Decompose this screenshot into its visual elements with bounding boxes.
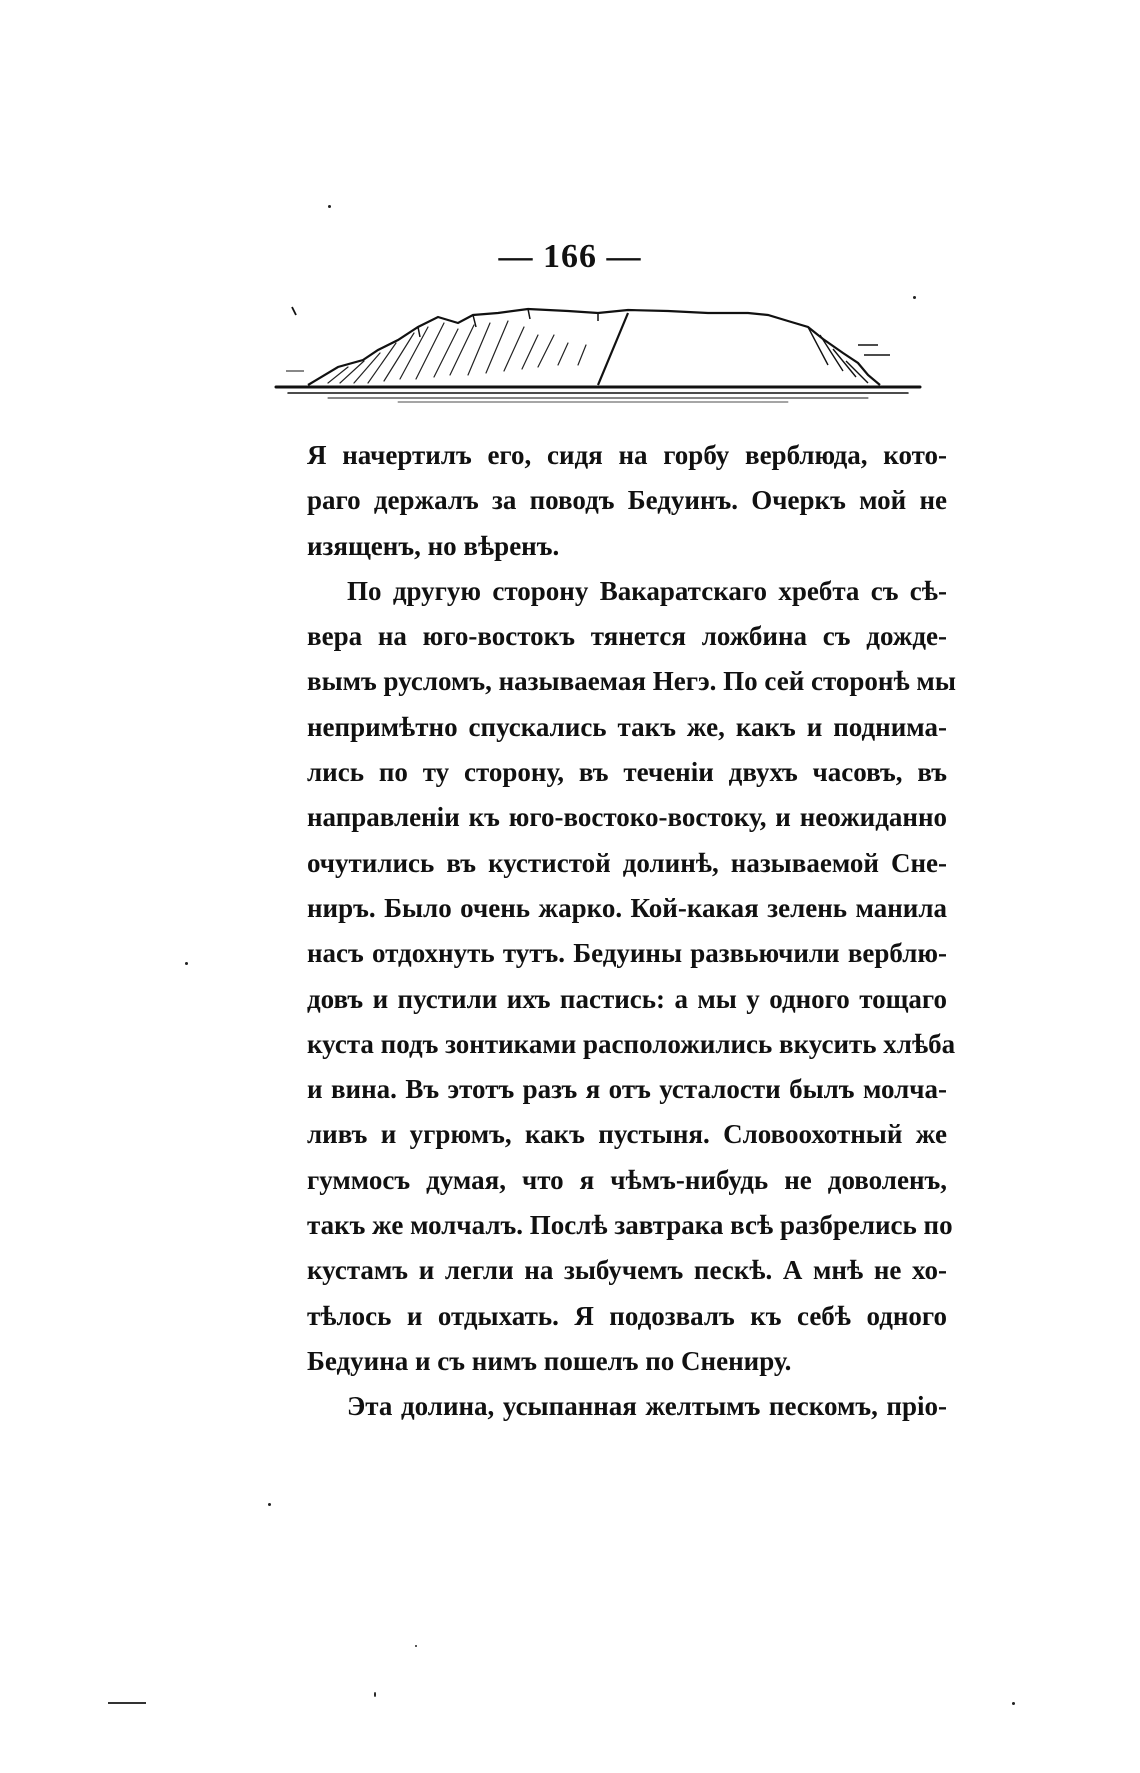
text-line: Я начертилъ его, сидя на горбу верблюда, кото-	[307, 440, 947, 470]
text-line: и вина. Въ этотъ разъ я отъ усталости былъ молча-	[307, 1074, 947, 1105]
text-line: вымъ русломъ, называемая Негэ. По сей сторонѣ мы	[307, 666, 956, 697]
scan-speck	[268, 1503, 271, 1506]
text-line: раго держалъ за поводъ Бедуинъ. Очеркъ мой не	[307, 485, 947, 516]
text-line: довъ и пустили ихъ пастись: а мы у одного тощаго	[307, 983, 947, 1014]
scan-speck	[328, 205, 331, 208]
text-line: лись по ту сторону, въ теченіи двухъ часовъ, въ	[307, 757, 947, 788]
text-line: тѣлось и отдыхать. Я подозвалъ къ себѣ одного	[307, 1300, 947, 1331]
text-line: кустамъ и легли на зыбучемъ пескѣ. А мнѣ не хо-	[307, 1255, 947, 1286]
body-text	[307, 433, 956, 1430]
text-line: Бедуина и съ нимъ пошелъ по Снениру.	[307, 1345, 792, 1376]
text-line: насъ отдохнуть тутъ. Бедуины развьючили верблю-	[307, 938, 947, 969]
scan-speck	[374, 1692, 376, 1697]
text-line: гуммосъ думая, что я чѣмъ-нибудь не доволенъ,	[307, 1164, 947, 1195]
scan-speck	[415, 1645, 417, 1647]
scan-speck	[913, 296, 916, 299]
mountain-ridge-sketch-icon	[268, 305, 938, 415]
text-line: Эта долина, усыпанная желтымъ пескомъ, пріо-	[347, 1391, 947, 1422]
text-line: такъ же молчалъ. Послѣ завтрака всѣ разбрелись по	[307, 1210, 953, 1241]
text-line: куста подъ зонтиками расположились вкусить хлѣба	[307, 1028, 956, 1059]
margin-rule	[108, 1702, 146, 1704]
text-line: ниръ. Было очень жарко. Кой-какая зелень манила	[307, 892, 947, 923]
scan-speck	[185, 962, 188, 965]
text-line: очутились въ кустистой долинѣ, называемой Сне-	[307, 847, 947, 878]
scan-speck	[1012, 1702, 1015, 1705]
text-line: вера на юго-востокъ тянется ложбина съ дожде-	[307, 621, 947, 652]
page-number: — 166 —	[498, 238, 642, 275]
text-line: По другую сторону Вакаратскаго хребта съ сѣ-	[347, 575, 947, 606]
text-line: направленіи къ юго-востоко-востоку, и неожиданно	[307, 802, 947, 833]
text-line: непримѣтно спускались такъ же, какъ и поднима-	[307, 711, 947, 742]
text-line: ливъ и угрюмъ, какъ пустыня. Словоохотный же	[307, 1119, 947, 1150]
text-line: изященъ, но вѣренъ.	[307, 530, 560, 561]
